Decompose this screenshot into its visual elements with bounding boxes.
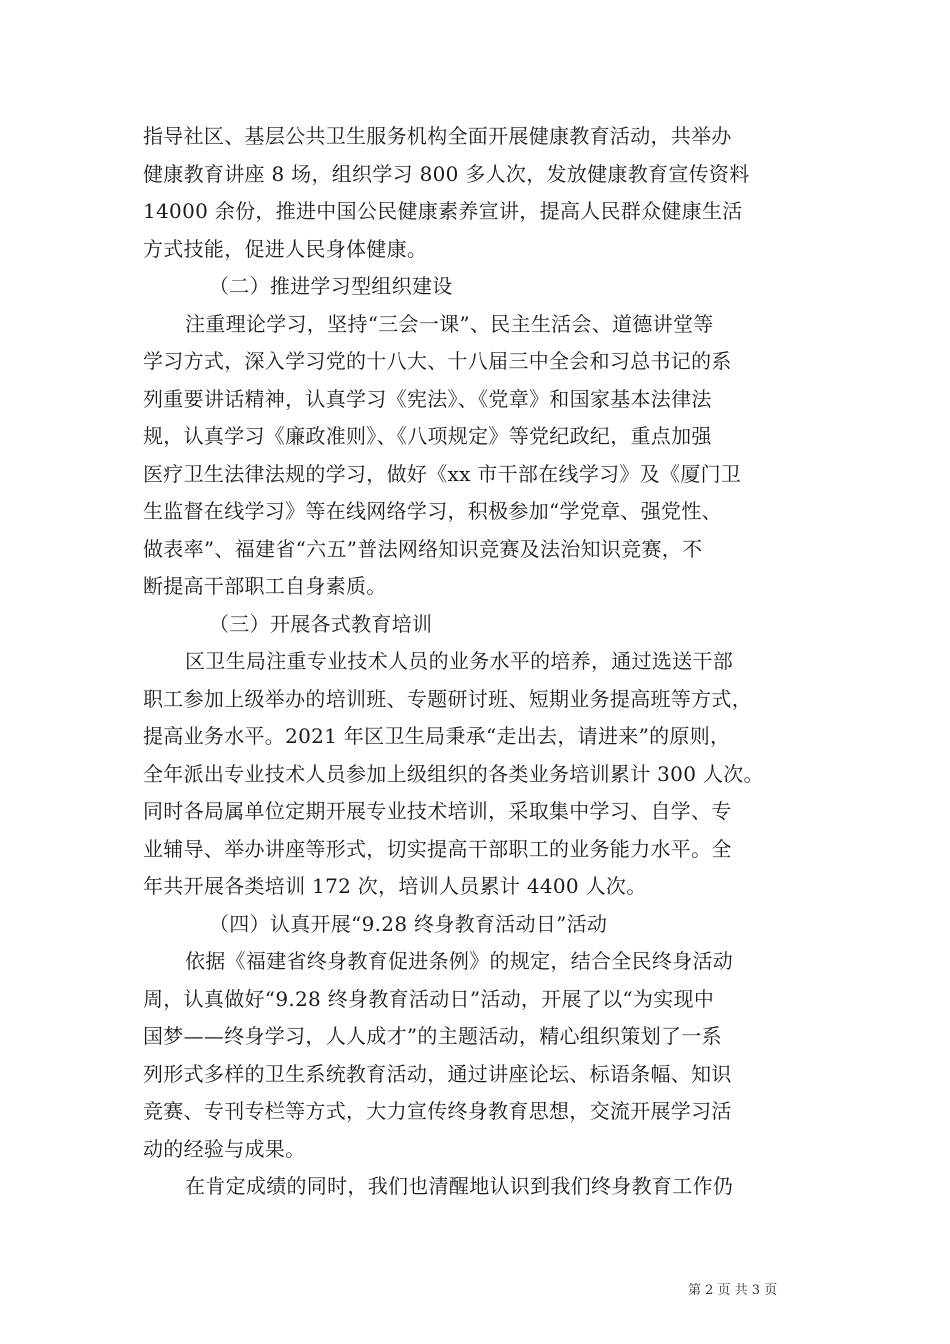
- text-line: 做表率”、福建省“六五”普法网络知识竞赛及法治知识竞赛，不: [143, 536, 703, 561]
- text-line: 14000 余份，推进中国公民健康素养宣讲，提高人民群众健康生活: [143, 199, 743, 223]
- text-line: 健康教育讲座 8 场，组织学习 800 多人次，发放健康教育宣传资料: [143, 161, 750, 186]
- text-line: 同时各局属单位定期开展专业技术培训，采取集中学习、自学、专: [143, 799, 732, 823]
- text-line: 注重理论学习，坚持“三会一课”、民主生活会、道德讲堂等: [185, 311, 714, 336]
- text-line: 职工参加上级举办的培训班、专题研讨班、短期业务提高班等方式，: [143, 686, 752, 711]
- text-line: 年共开展各类培训 172 次，培训人员累计 4400 人次。: [143, 874, 647, 898]
- text-line: 列重要讲话精神，认真学习《宪法》、《党章》和国家基本法律法: [143, 386, 712, 411]
- text-line: 业辅导、举办讲座等形式，切实提高干部职工的业务能力水平。全: [143, 836, 732, 861]
- text-line: 在肯定成绩的同时，我们也清醒地认识到我们终身教育工作仍: [185, 1174, 734, 1198]
- text-line: 依据《福建省终身教育促进条例》的规定，结合全民终身活动: [185, 949, 734, 973]
- text-line: 列形式多样的卫生系统教育活动，通过讲座论坛、标语条幅、知识: [143, 1061, 732, 1086]
- text-line: 提高业务水平。2021 年区卫生局秉承“走出去，请进来”的原则，: [143, 724, 731, 748]
- page-number-footer: 第 2 页 共 3 页: [688, 1283, 778, 1298]
- text-line: 指导社区、基层公共卫生服务机构全面开展健康教育活动，共举办: [143, 124, 732, 148]
- text-line: 规，认真学习《廉政准则》、《八项规定》等党纪政纪，重点加强: [143, 424, 712, 448]
- section-heading: （二）推进学习型组织建设: [209, 274, 453, 298]
- document-body: [143, 118, 811, 1206]
- text-line: 断提高干部职工自身素质。: [143, 574, 387, 598]
- text-line: 学习方式，深入学习党的十八大、十八届三中全会和习总书记的系: [143, 349, 732, 373]
- text-line: 全年派出专业技术人员参加上级组织的各类业务培训累计 300 人次。: [143, 761, 764, 786]
- text-line: 国梦——终身学习，人人成才”的主题活动，精心组织策划了一系: [143, 1024, 722, 1048]
- text-line: 区卫生局注重专业技术人员的业务水平的培养，通过选送干部: [185, 649, 734, 673]
- text-line: 周，认真做好“9.28 终身教育活动日”活动，开展了以“为实现中: [143, 986, 715, 1011]
- section-heading: （四）认真开展“9.28 终身教育活动日”活动: [209, 911, 608, 936]
- text-line: 动的经验与成果。: [143, 1136, 306, 1161]
- text-line: 生监督在线学习》等在线网络学习，积极参加“学党章、强党性、: [143, 499, 722, 523]
- text-line: 竞赛、专刊专栏等方式，大力宣传终身教育思想，交流开展学习活: [143, 1099, 732, 1123]
- section-heading: （三）开展各式教育培训: [209, 611, 433, 636]
- text-line: 医疗卫生法律法规的学习，做好《xx 市干部在线学习》及《厦门卫: [143, 461, 742, 486]
- text-line: 方式技能，促进人民身体健康。: [143, 236, 428, 261]
